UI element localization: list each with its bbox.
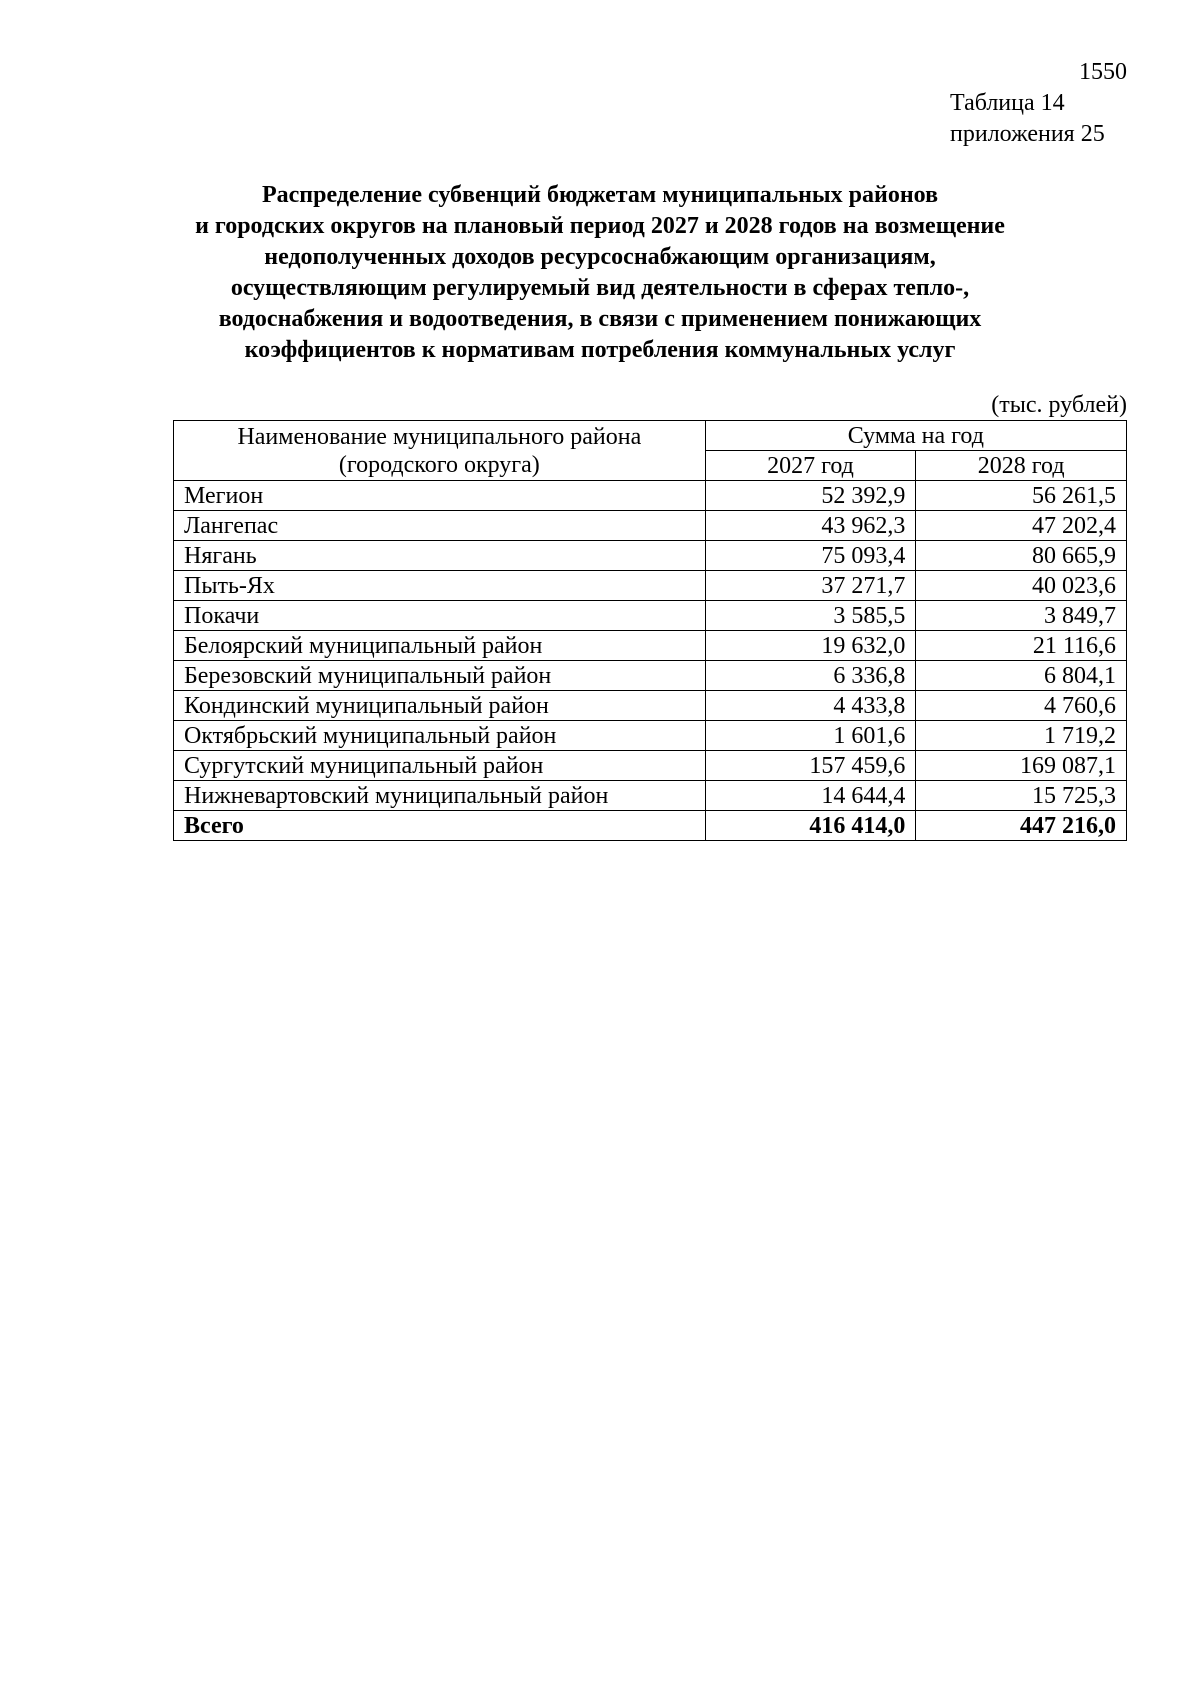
title-line: и городских округов на плановый период 2027 и 2028 годов на возмещение	[195, 213, 1005, 239]
district-name: Пыть-Ях	[174, 571, 706, 601]
district-name: Покачи	[174, 601, 706, 631]
district-name: Кондинский муниципальный район	[174, 691, 706, 721]
document-title	[150, 180, 1050, 366]
amount-2027: 14 644,4	[705, 781, 916, 811]
district-name: Белоярский муниципальный район	[174, 631, 706, 661]
amount-2027: 75 093,4	[705, 541, 916, 571]
name-header-line2: (городского округа)	[338, 451, 540, 478]
total-2028: 447 216,0	[916, 811, 1127, 841]
district-name: Мегион	[174, 481, 706, 511]
table-row	[174, 541, 1127, 571]
year-2028-header: 2028 год	[916, 451, 1127, 481]
table-row	[174, 721, 1127, 751]
amount-2028: 21 116,6	[916, 631, 1127, 661]
amount-2028: 80 665,9	[916, 541, 1127, 571]
amount-2028: 1 719,2	[916, 721, 1127, 751]
amount-2027: 6 336,8	[705, 661, 916, 691]
amount-2028: 15 725,3	[916, 781, 1127, 811]
district-name: Сургутский муниципальный район	[174, 751, 706, 781]
total-row	[174, 811, 1127, 841]
amount-2028: 169 087,1	[916, 751, 1127, 781]
amount-2028: 3 849,7	[916, 601, 1127, 631]
table-row	[174, 631, 1127, 661]
title-line: коэффициентов к нормативам потребления коммунальных услуг	[244, 337, 956, 363]
total-2027: 416 414,0	[705, 811, 916, 841]
table-row	[174, 481, 1127, 511]
sum-column-header: Сумма на год	[705, 421, 1126, 451]
table-row	[174, 751, 1127, 781]
title-line: водоснабжения и водоотведения, в связи с применением понижающих	[218, 306, 982, 332]
year-2027-header: 2027 год	[705, 451, 916, 481]
amount-2028: 6 804,1	[916, 661, 1127, 691]
table-row	[174, 511, 1127, 541]
amount-2027: 37 271,7	[705, 571, 916, 601]
amount-2028: 56 261,5	[916, 481, 1127, 511]
table-reference	[950, 88, 1105, 150]
district-name: Лангепас	[174, 511, 706, 541]
amount-2027: 19 632,0	[705, 631, 916, 661]
amount-2028: 4 760,6	[916, 691, 1127, 721]
page-number: 1550	[1079, 59, 1127, 85]
district-name: Березовский муниципальный район	[174, 661, 706, 691]
table-label: Таблица 14	[950, 90, 1065, 116]
amount-2027: 4 433,8	[705, 691, 916, 721]
table-row	[174, 601, 1127, 631]
name-header-line1: Наименование муниципального района	[237, 423, 642, 450]
title-line: осуществляющим регулируемый вид деятельности в сферах тепло-,	[230, 275, 970, 301]
total-label: Всего	[174, 811, 706, 841]
appendix-label: приложения 25	[950, 121, 1105, 147]
title-line: недополученных доходов ресурсоснабжающим организациям,	[264, 244, 936, 270]
amount-2027: 52 392,9	[705, 481, 916, 511]
subsidy-table	[173, 420, 1127, 841]
table-row	[174, 691, 1127, 721]
district-name: Октябрьский муниципальный район	[174, 721, 706, 751]
amount-2027: 157 459,6	[705, 751, 916, 781]
table-row	[174, 781, 1127, 811]
amount-2027: 43 962,3	[705, 511, 916, 541]
name-column-header	[174, 421, 706, 481]
table-row	[174, 571, 1127, 601]
district-name: Нягань	[174, 541, 706, 571]
title-line: Распределение субвенций бюджетам муниципальных районов	[261, 182, 939, 208]
units-label: (тыс. рублей)	[991, 392, 1127, 418]
table-header-row	[174, 421, 1127, 451]
amount-2028: 40 023,6	[916, 571, 1127, 601]
amount-2028: 47 202,4	[916, 511, 1127, 541]
table-row	[174, 661, 1127, 691]
amount-2027: 1 601,6	[705, 721, 916, 751]
district-name: Нижневартовский муниципальный район	[174, 781, 706, 811]
amount-2027: 3 585,5	[705, 601, 916, 631]
